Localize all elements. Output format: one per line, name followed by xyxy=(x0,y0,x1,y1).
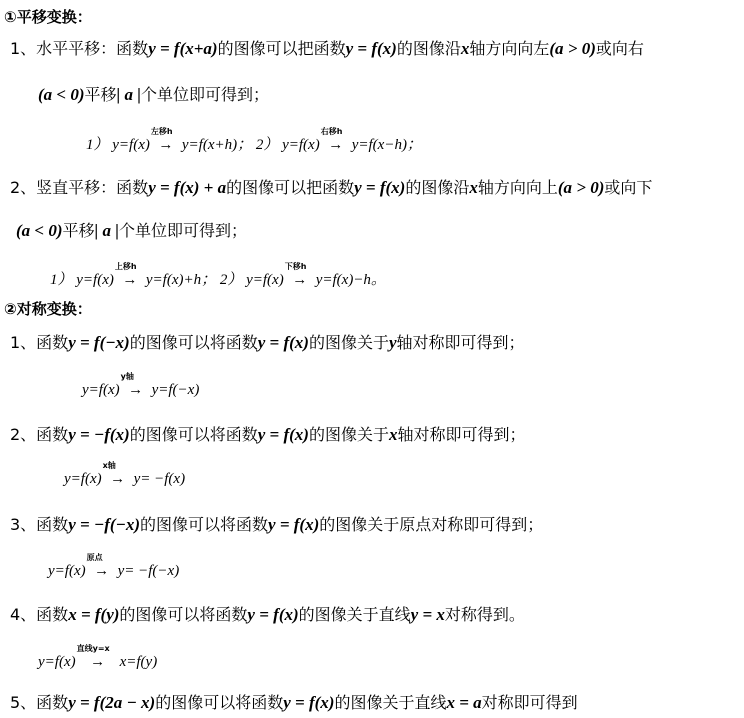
section-title-symmetry: ②对称变换： xyxy=(4,300,92,318)
arrow-label: 右移h xyxy=(320,127,343,136)
formula: y=f(x) xyxy=(48,563,86,579)
text: 的图像可以把函数 xyxy=(217,39,346,58)
arrow-icon: 下移h → xyxy=(284,262,308,288)
text: 平移 xyxy=(84,85,117,104)
math: y = −f(−x) xyxy=(68,515,141,534)
paragraph-symmetry-2 xyxy=(10,422,525,445)
paragraph-symmetry-3 xyxy=(10,512,543,535)
text: 的图像关于原点对称即可得到； xyxy=(319,515,544,534)
math: y = f(x) xyxy=(257,333,309,352)
text: 的图像沿 xyxy=(396,39,461,58)
formula-symmetry-4 xyxy=(38,644,158,671)
arrow-icon: y轴 → xyxy=(120,372,144,398)
arrow-label: 原点 xyxy=(86,553,103,562)
text: 2、函数 xyxy=(10,425,69,444)
arrow-icon: 左移h → xyxy=(150,127,174,153)
arrow-label: y轴 xyxy=(120,372,134,381)
arrow-label: 上移h xyxy=(114,262,137,271)
arrow-icon: 上移h → xyxy=(114,262,138,288)
text: 轴对称即可得到； xyxy=(396,333,525,352)
math: y = −f(x) xyxy=(68,425,130,444)
text: 的图像沿 xyxy=(405,178,470,197)
math: | a | xyxy=(94,221,120,240)
math: y = f(−x) xyxy=(68,333,130,352)
math: (a < 0) xyxy=(16,221,63,240)
math: y = f(x) xyxy=(257,425,309,444)
formula: y=f(x) xyxy=(246,272,284,288)
paragraph-symmetry-1 xyxy=(10,330,525,353)
formula-vertical-shift xyxy=(50,262,386,289)
text: 的图像可以将函数 xyxy=(140,515,269,534)
math: x xyxy=(469,178,478,197)
math: x xyxy=(388,425,398,444)
formula: y=f(x) xyxy=(76,272,114,288)
text: 或向右 xyxy=(595,39,644,58)
formula: y=f(x) xyxy=(282,137,320,153)
formula-horizontal-shift xyxy=(86,127,422,154)
text: 4、函数 xyxy=(10,605,69,624)
paragraph-horizontal-shift xyxy=(10,36,644,59)
math: y = f(x) + a xyxy=(148,178,227,197)
text: 的图像关于 xyxy=(308,333,389,352)
math: y = f(x) xyxy=(268,515,320,534)
math: y = f(2a − x) xyxy=(68,693,156,712)
formula: x=f(y) xyxy=(119,654,158,670)
arrow-icon: 直线y=x → xyxy=(76,644,110,670)
formula: y= −f(x) xyxy=(133,471,186,487)
paragraph-symmetry-5 xyxy=(10,690,578,713)
item-number: 2） xyxy=(219,272,243,288)
item-number: 1） xyxy=(50,272,73,288)
formula: y=f(x) xyxy=(82,382,120,398)
text: 1、水平平移：函数 xyxy=(10,39,149,58)
arrow-label: 下移h xyxy=(284,262,307,271)
formula: y= −f(−x) xyxy=(117,563,180,579)
text: 对称得到。 xyxy=(444,605,525,624)
text: 的图像关于直线 xyxy=(334,693,447,712)
paragraph-horizontal-shift-cont xyxy=(38,82,269,105)
item-number: 1） xyxy=(86,137,109,153)
arrow-icon: x轴 → xyxy=(102,461,126,487)
math: x xyxy=(460,39,470,58)
formula: y=f(−x) xyxy=(151,382,200,398)
section-title-translation: ①平移变换： xyxy=(4,8,92,26)
paragraph-symmetry-4 xyxy=(10,602,525,625)
arrow-label: x轴 xyxy=(102,461,116,470)
formula: y=f(x)−h。 xyxy=(315,272,386,288)
math: (a > 0) xyxy=(549,39,596,58)
text: 3、函数 xyxy=(10,515,69,534)
math: y = f(x) xyxy=(283,693,335,712)
formula: y=f(x+h)； xyxy=(181,137,253,153)
formula-symmetry-3 xyxy=(48,553,180,580)
math: (a > 0) xyxy=(557,178,605,197)
arrow-label: 左移h xyxy=(150,127,173,136)
text: 的图像可以把函数 xyxy=(226,178,355,197)
formula-symmetry-1 xyxy=(82,372,200,399)
formula-symmetry-2 xyxy=(64,461,186,488)
text: 的图像关于 xyxy=(308,425,389,444)
text: 轴方向向左 xyxy=(469,39,550,58)
math: y = f(x) xyxy=(354,178,406,197)
text: 5、函数 xyxy=(10,693,69,712)
math: y = f(x) xyxy=(345,39,397,58)
formula: y=f(x) xyxy=(38,654,76,670)
math: | a | xyxy=(116,85,142,104)
text: 或向下 xyxy=(604,178,653,197)
text: 1、函数 xyxy=(10,333,69,352)
math: y xyxy=(388,333,397,352)
text: 平移 xyxy=(62,221,95,240)
text: 个单位即可得到； xyxy=(119,221,248,240)
math: y = x xyxy=(410,605,445,624)
text: 的图像可以将函数 xyxy=(155,693,284,712)
text: 轴对称即可得到； xyxy=(397,425,526,444)
arrow-label: 直线y=x xyxy=(76,644,110,653)
text: 对称即可得到 xyxy=(481,693,578,712)
math: y = f(x+a) xyxy=(148,39,218,58)
formula: y=f(x) xyxy=(112,137,150,153)
formula: y=f(x) xyxy=(64,471,102,487)
text: 的图像关于直线 xyxy=(298,605,411,624)
paragraph-vertical-shift-cont xyxy=(16,218,247,241)
math: x = f(y) xyxy=(68,605,120,624)
formula: y=f(x)+h； xyxy=(145,272,217,288)
text: 个单位即可得到； xyxy=(141,85,270,104)
text: 的图像可以将函数 xyxy=(129,425,258,444)
math: (a < 0) xyxy=(38,85,85,104)
text: 2、竖直平移：函数 xyxy=(10,178,149,197)
arrow-icon: 右移h → xyxy=(320,127,344,153)
text: 轴方向向上 xyxy=(477,178,558,197)
formula: y=f(x−h)； xyxy=(351,137,422,153)
text: 的图像可以将函数 xyxy=(119,605,248,624)
arrow-icon: 原点 → xyxy=(86,553,110,579)
math: y = f(x) xyxy=(247,605,299,624)
text: 的图像可以将函数 xyxy=(129,333,258,352)
math: x = a xyxy=(446,693,482,712)
paragraph-vertical-shift xyxy=(10,175,652,198)
item-number: 2） xyxy=(255,137,279,153)
